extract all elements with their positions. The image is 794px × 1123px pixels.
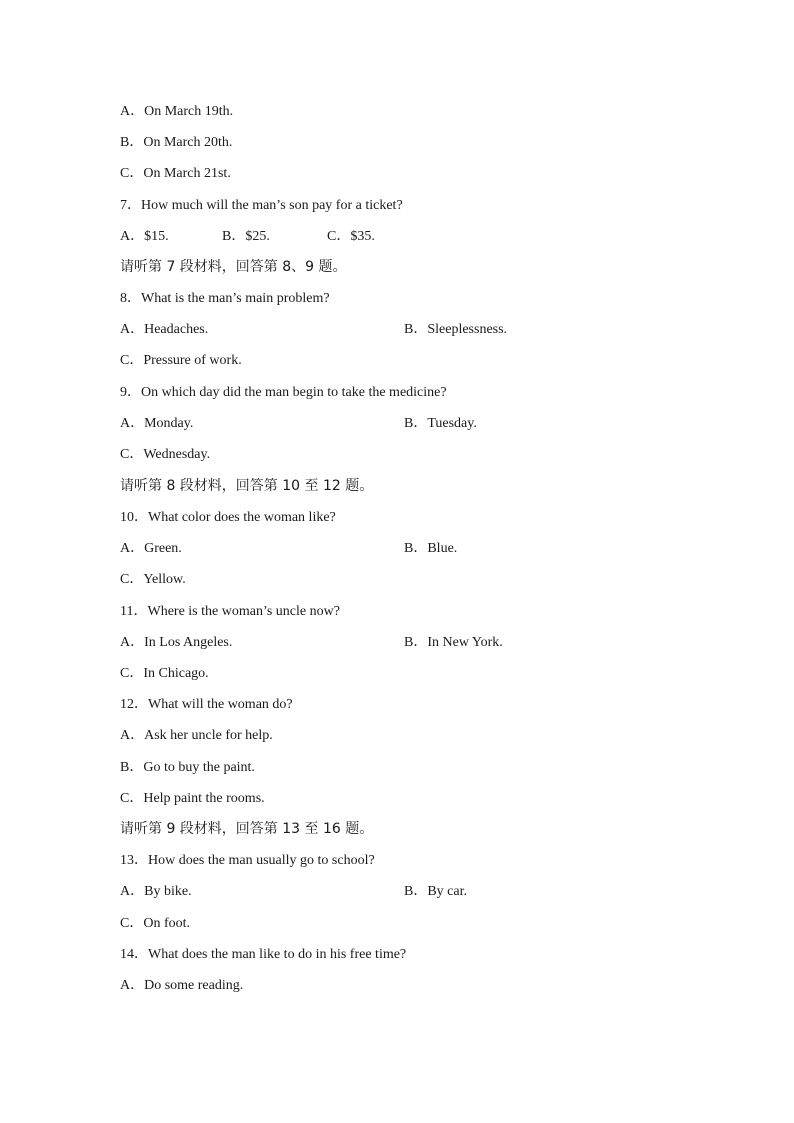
- option-c-q9: C．Wednesday.: [120, 447, 211, 462]
- option-c-q8: C．Pressure of work.: [120, 353, 242, 368]
- option-a-q9: A．Monday.: [120, 416, 194, 431]
- option-c-q13: C．On foot.: [120, 916, 190, 931]
- question-7: 7．How much will the man’s son pay for a ticket?: [120, 198, 403, 213]
- option-b-q6: B．On March 20th.: [120, 135, 233, 150]
- section-heading-8: 请听第 8 段材料，回答第 10 至 12 题。: [120, 478, 374, 494]
- option-a-q6: A．On March 19th.: [120, 104, 234, 119]
- option-b-q11: B．In New York.: [404, 635, 503, 650]
- question-10: 10．What color does the woman like?: [120, 510, 336, 525]
- option-a-q8: A．Headaches.: [120, 322, 209, 337]
- option-a-q7: A．$15.: [120, 229, 169, 244]
- option-a-q14: A．Do some reading.: [120, 978, 244, 993]
- question-14: 14．What does the man like to do in his free time?: [120, 947, 407, 962]
- question-13: 13．How does the man usually go to school?: [120, 853, 375, 868]
- section-heading-9: 请听第 9 段材料，回答第 13 至 16 题。: [120, 821, 374, 837]
- question-11: 11．Where is the woman’s uncle now?: [120, 604, 340, 619]
- option-c-q11: C．In Chicago.: [120, 666, 209, 681]
- option-b-q8: B．Sleeplessness.: [404, 322, 508, 337]
- option-c-q12: C．Help paint the rooms.: [120, 791, 265, 806]
- section-heading-7: 请听第 7 段材料，回答第 8、9 题。: [120, 259, 347, 275]
- question-8: 8．What is the man’s main problem?: [120, 291, 330, 306]
- option-c-q10: C．Yellow.: [120, 572, 186, 587]
- option-a-q13: A．By bike.: [120, 884, 192, 899]
- option-c-q7: C．$35.: [327, 229, 375, 244]
- option-b-q10: B．Blue.: [404, 541, 458, 556]
- option-b-q9: B．Tuesday.: [404, 416, 477, 431]
- option-b-q7: B．$25.: [222, 229, 270, 244]
- option-c-q6: C．On March 21st.: [120, 166, 231, 181]
- question-12: 12．What will the woman do?: [120, 697, 293, 712]
- option-b-q12: B．Go to buy the paint.: [120, 760, 255, 775]
- option-a-q10: A．Green.: [120, 541, 182, 556]
- option-b-q13: B．By car.: [404, 884, 467, 899]
- option-a-q12: A．Ask her uncle for help.: [120, 728, 273, 743]
- question-9: 9．On which day did the man begin to take the medicine?: [120, 385, 447, 400]
- option-a-q11: A．In Los Angeles.: [120, 635, 233, 650]
